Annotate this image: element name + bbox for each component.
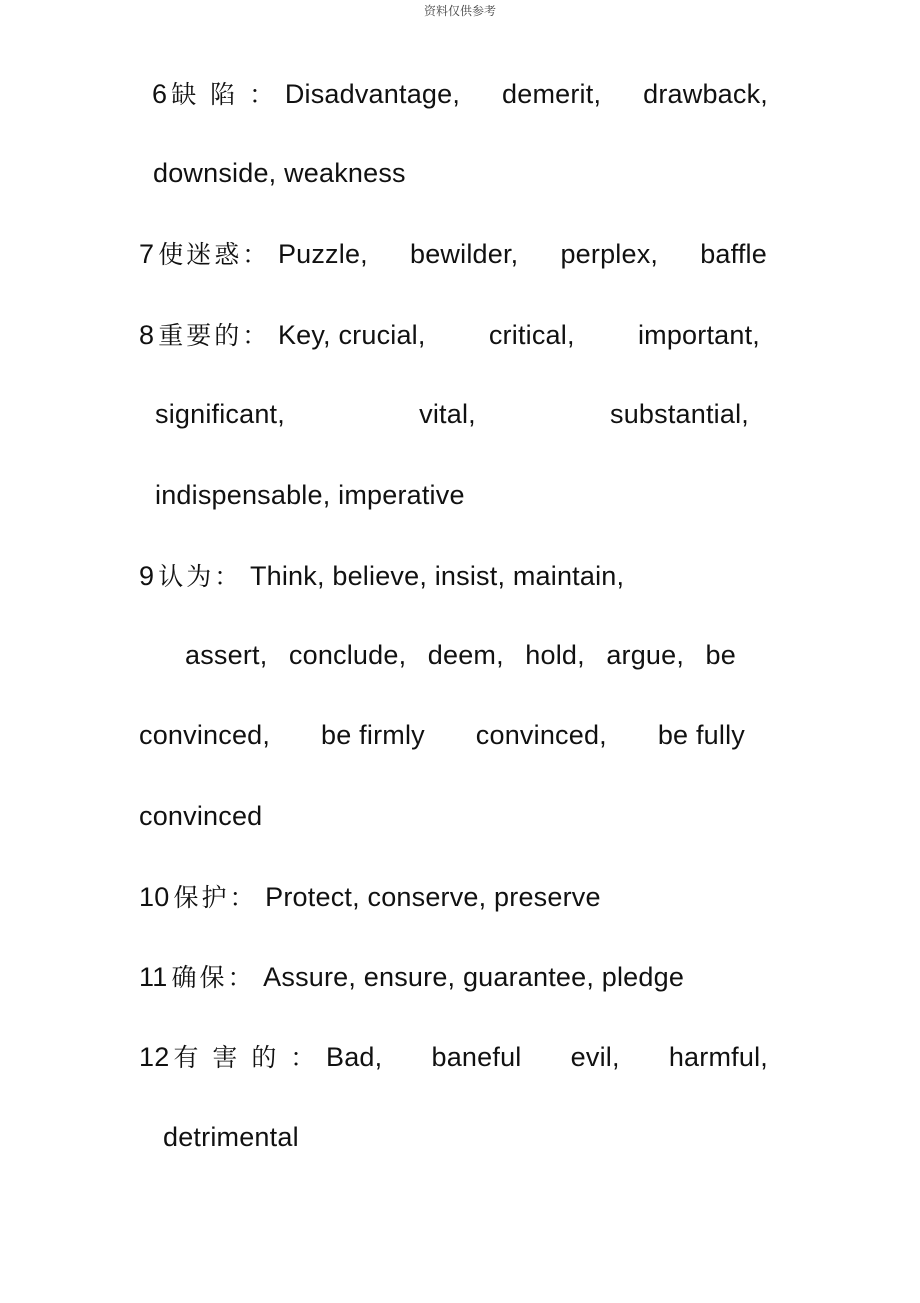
entry-word: critical, — [488, 320, 575, 350]
entry-word: hold, — [525, 640, 585, 670]
entry-12-head — [139, 1041, 382, 1074]
entry-10-text: Protect, conserve, preserve — [265, 882, 601, 912]
entry-9-continuation-1 — [185, 639, 736, 671]
entry-10-line — [139, 881, 601, 914]
entry-6-head — [152, 78, 460, 111]
entry-word: substantial, — [610, 399, 749, 429]
entry-9-text: Think, believe, insist, maintain, — [249, 561, 625, 591]
entry-9-chinese: 认为： — [158, 562, 243, 591]
entry-word: conclude, — [288, 640, 407, 670]
entry-6-chinese: 缺 陷 ： — [171, 80, 278, 109]
entry-9-line — [139, 560, 624, 593]
entry-8-chinese: 重要的： — [158, 321, 271, 350]
entry-word: significant, — [155, 399, 285, 429]
entry-12-continuation: detrimental — [163, 1122, 299, 1152]
entry-number: 9 — [139, 561, 155, 591]
entry-word: vital, — [419, 399, 476, 429]
entry-number: 11 — [139, 962, 168, 992]
entry-8-continuation-1 — [155, 398, 749, 430]
entry-word: be fully — [657, 720, 745, 750]
entry-number: 8 — [139, 320, 155, 350]
entry-word: Key, crucial, — [277, 320, 426, 350]
entry-number: 7 — [139, 239, 155, 269]
entry-7-chinese: 使迷惑： — [158, 240, 271, 269]
entry-word: demerit, — [502, 79, 602, 109]
entry-7-head — [139, 238, 368, 271]
entry-word: important, — [637, 320, 760, 350]
entry-word: bewilder, — [409, 239, 519, 269]
entry-12-chinese: 有 害 的 ： — [173, 1043, 319, 1072]
entry-word: perplex, — [560, 239, 659, 269]
entry-10-chinese: 保护： — [173, 883, 258, 912]
entry-6-continuation: downside, weakness — [153, 158, 406, 188]
entry-9-continuation-2 — [139, 719, 745, 751]
entry-number: 6 — [152, 79, 168, 109]
entry-number: 10 — [139, 882, 170, 912]
entry-11-text: Assure, ensure, guarantee, pledge — [263, 962, 685, 992]
entry-word: deem, — [427, 640, 504, 670]
entry-6-line — [152, 78, 768, 111]
entry-word: harmful, — [668, 1042, 768, 1072]
entry-word: be firmly — [321, 720, 425, 750]
entry-word: convinced, — [139, 720, 271, 750]
entry-word: baffle — [700, 239, 767, 269]
entry-word: evil, — [570, 1042, 620, 1072]
entry-word: Bad, — [325, 1042, 383, 1072]
entry-word: Puzzle, — [277, 239, 368, 269]
entry-8-line — [139, 319, 760, 352]
entry-word: argue, — [606, 640, 685, 670]
entry-word: drawback, — [643, 79, 768, 109]
page-header-note: 资料仅供参考 — [423, 4, 496, 18]
entry-12-line — [139, 1041, 768, 1074]
entry-9-continuation-3: convinced — [139, 801, 263, 831]
entry-word: baneful — [431, 1042, 522, 1072]
entry-number: 12 — [139, 1042, 170, 1072]
entry-8-continuation-2: indispensable, imperative — [155, 480, 465, 510]
entry-8-head — [139, 319, 426, 352]
entry-11-chinese: 确保： — [171, 963, 256, 992]
entry-word: assert, — [185, 640, 268, 670]
entry-word: be — [705, 640, 736, 670]
entry-word: convinced, — [475, 720, 607, 750]
entry-word: Disadvantage, — [284, 79, 461, 109]
entry-11-line — [139, 961, 684, 994]
entry-7-line — [139, 238, 767, 271]
